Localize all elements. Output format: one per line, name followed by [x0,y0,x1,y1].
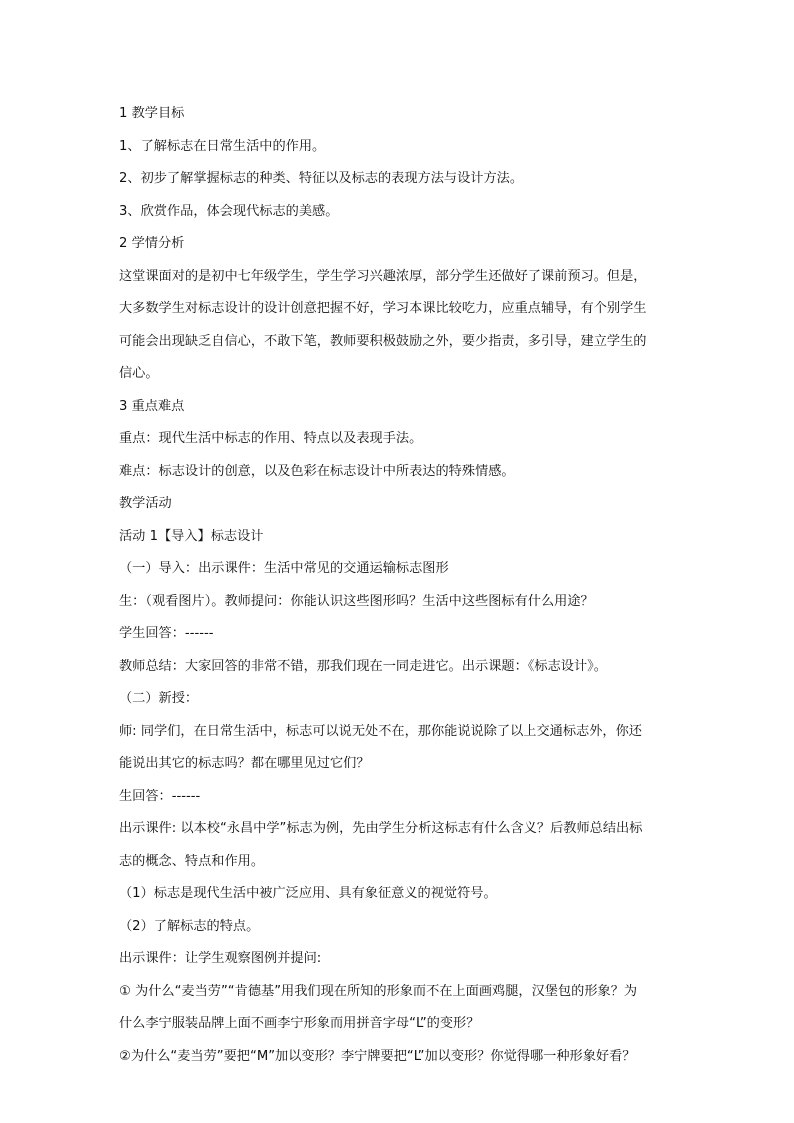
paragraph-line: 师: 同学们，在日常生活中，标志可以说无处不在，那你能说说除了以上交通标志外，你还 [119,723,642,739]
section-heading-student-analysis: 2 学情分析 [119,236,185,251]
paragraph-line: （一）导入：出示课件：生活中常见的交通运输标志图形 [119,561,449,576]
paragraph-line: 能说出其它的标志吗？都在哪里见过它们？ [119,756,370,771]
paragraph-line: 学生回答：------ [119,626,214,641]
section-heading-key-points: 3 重点难点 [119,398,185,414]
paragraph-line: ① 为什么“麦当劳”“肯德基”用我们现在所知的形象而不在上面画鸡腿，汉堡包的形象？为 [119,983,638,999]
paragraph-line: （2）了解标志的特点。 [119,918,260,934]
paragraph-line: 生回答：------ [119,788,201,804]
goal-item-1: 1、了解标志在日常生活中的作用。 [119,138,326,154]
goal-item-3: 3、欣赏作品，体会现代标志的美感。 [119,203,339,219]
paragraph-line: 信心。 [119,366,159,381]
paragraph-line: 可能会出现缺乏自信心，不敢下笔，教师要积极鼓励之外，要少指责，多引导，建立学生的 [119,333,647,349]
paragraph-line: 出示课件：让学生观察图例并提问: [119,951,322,966]
section-heading-teaching-goals: 1 教学目标 [119,106,185,121]
paragraph-line: 教师总结：大家回答的非常不错，那我们现在一同走进它。出示课题：《标志设计》。 [119,658,607,674]
document-body [119,101,679,1070]
paragraph-line: 生：（观看图片）。教师提问：你能认识这些图形吗？生活中这些图标有什么用途？ [119,593,594,609]
goal-item-2: 2、初步了解掌握标志的种类、特征以及标志的表现方法与设计方法。 [119,171,524,186]
paragraph-line: （二）新授： [119,691,199,706]
paragraph-line: ②为什么“麦当劳”要把“M”加以变形？李宁牌要把“L”加以变形？你觉得哪一种形象好看？ [119,1048,636,1064]
paragraph-line: 出示课件: 以本校“永昌中学”标志为例，先由学生分析这标志有什么含义？后教师总结出标 [119,821,643,836]
key-point-line: 重点：现代生活中标志的作用、特点以及表现手法。 [119,431,423,446]
paragraph-line: 这堂课面对的是初中七年级学生，学生学习兴趣浓厚，部分学生还做好了课前预习。但是， [119,268,647,284]
difficulty-line: 难点：标志设计的创意，以及色彩在标志设计中所表达的特殊情感。 [119,463,515,479]
paragraph-line: （1）标志是现代生活中被广泛应用、具有象征意义的视觉符号。 [119,886,497,901]
paragraph-line: 志的概念、特点和作用。 [119,853,265,869]
paragraph-line: 大多数学生对标志设计的设计创意把握不好，学习本课比较吃力，应重点辅导，有个别学生 [119,301,647,316]
paragraph-line: 什么李宁服装品牌上面不画李宁形象而用拼音字母“L”的变形？ [119,1016,480,1031]
activity-heading: 活动 1【导入】标志设计 [119,528,264,544]
section-heading-activities: 教学活动 [119,496,172,511]
